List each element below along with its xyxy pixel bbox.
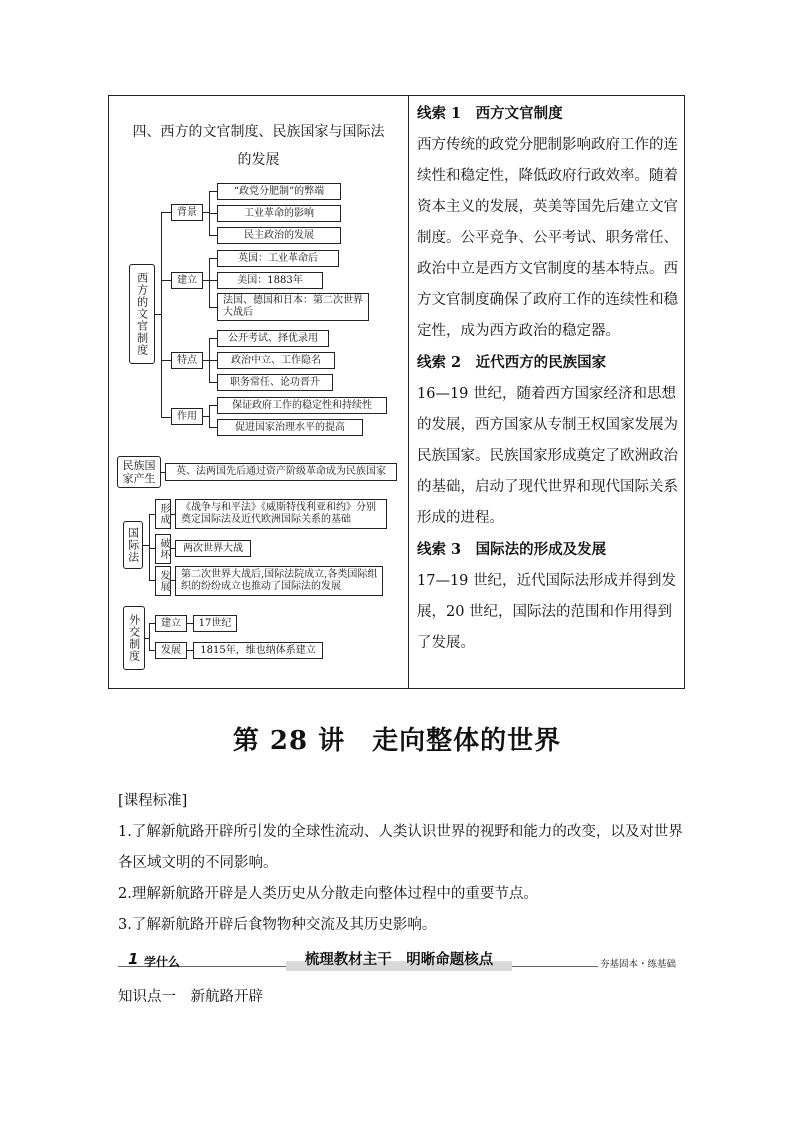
dip-dev-item: 1815年，维也纳体系建立 [193, 642, 323, 659]
bg-item-2: 工业革命的影响 [217, 205, 341, 222]
connector [209, 213, 217, 214]
label-features: 特点 [171, 352, 203, 369]
clue-1-text: 西方传统的政党分肥制影响政府工作的连续性和稳定性，降低政府行政效率。随着资本主义的发展，英美等国先后建立文官制度。公平竞争、公平考试、职务常任、政治中立是西方文官制度的基本特点。西方文官制度确保了政府工作的连续性和稳定性，成为西方政治的稳定器。 [417, 137, 678, 339]
label-dip-establish: 建立 [155, 615, 187, 632]
clue-3-text: 17—19 世纪，近代国际法形成并得到发展，20 世纪，国际法的范围和作用得到了发展。 [417, 573, 677, 651]
feat-item-1: 公开考试、择优录用 [217, 330, 329, 347]
feat-item-2: 政治中立、工作隐名 [217, 352, 335, 369]
dip-est-item: 17世纪 [193, 615, 237, 632]
clue-1 [417, 98, 679, 130]
clue-2 [417, 347, 679, 379]
right-column [417, 98, 679, 659]
connector [209, 427, 217, 428]
connector [209, 405, 217, 406]
clue-3 [417, 534, 679, 566]
table-divider [408, 96, 409, 688]
knowledge-point: 知识点一 新航路开辟 [118, 989, 263, 1005]
clue-2-text: 16—19 世纪，随着西方国家经济和思想的发展，西方国家从专制王权国家发展为民族国家。民族国家形成奠定了欧洲政治的基础，启动了现代世界和现代国际关系形成的进程。 [417, 386, 678, 526]
banner-label: 学什么 [144, 955, 181, 969]
connector [161, 360, 171, 361]
connector [209, 235, 217, 236]
root-civil-service: 西方的文官制度 [129, 264, 155, 364]
standard-item-1: 1.了解新航路开辟所引发的全球性流动、人类认识世界的视野和能力的改变，以及对世界各区域文明的不同影响。 [118, 824, 683, 871]
label-background: 背景 [171, 204, 203, 221]
summary-table [108, 95, 685, 689]
connector [161, 280, 171, 281]
role-item-2: 促进国家治理水平的提高 [217, 419, 363, 436]
nation-item: 英、法两国先后通过资产阶级革命成为民族国家 [165, 463, 397, 481]
label-dip-development: 发展 [155, 642, 187, 659]
label-establish: 建立 [171, 272, 203, 289]
connector [209, 405, 210, 427]
connector [161, 212, 162, 417]
left-title-line1: 四、西方的文官制度、民族国家与国际法 [132, 124, 385, 140]
bg-item-1: “政党分肥制”的弊端 [217, 183, 341, 200]
role-item-1: 保证政府工作的稳定性和持续性 [217, 397, 387, 414]
connector [209, 338, 217, 339]
est-item-3: 法国、德国和日本：第二次世界大战后 [217, 293, 369, 321]
banner-tagline: 夯基固本・练基础 [598, 956, 678, 970]
standard-label: [课程标准] [118, 793, 188, 809]
connector [209, 307, 217, 308]
connector [161, 212, 171, 213]
break-item: 两次世界大战 [175, 540, 251, 557]
standard-item-2: 2.理解新航路开辟是人类历史从分散走向整体过程中的重要节点。 [118, 886, 538, 902]
root-intl-law: 国际法 [123, 521, 143, 569]
left-title-line2: 的发展 [237, 152, 280, 168]
connector [149, 514, 150, 580]
clue-1-title: 线索 1 西方文官制度 [417, 105, 563, 122]
connector [161, 417, 171, 418]
section-banner [118, 950, 678, 974]
connector [209, 191, 217, 192]
connector [209, 382, 217, 383]
label-development: 发展 [155, 566, 171, 596]
lesson-title: 第 28 讲 走向整体的世界 [232, 726, 562, 756]
root-nation-state: 民族国家产生 [117, 456, 161, 488]
banner-number-icon: 1 [128, 950, 139, 968]
label-destruction: 破坏 [155, 534, 171, 564]
connector [209, 258, 210, 307]
curriculum-standard [118, 786, 688, 941]
est-item-2: 美国：1883年 [217, 272, 323, 289]
root-diplomacy: 外交制度 [123, 606, 145, 670]
dev-item: 第二次世界大战后,国际法院成立,各类国际组织的纷纷成立也推动了国际法的发展 [175, 566, 383, 596]
label-role: 作用 [171, 408, 203, 425]
feat-item-3: 职务常任、论功晋升 [217, 374, 333, 391]
connector [209, 280, 217, 281]
clue-2-title: 线索 2 近代西方的民族国家 [417, 354, 607, 371]
standard-item-3: 3.了解新航路开辟后食物物种交流及其历史影响。 [118, 917, 437, 933]
connector [209, 258, 217, 259]
banner-heading: 梳理教材主干 明晰命题核点 [286, 949, 512, 971]
connector [149, 623, 150, 650]
connector [209, 360, 217, 361]
est-item-1: 英国：工业革命后 [217, 250, 339, 267]
form-item: 《战争与和平法》《威斯特伐利亚和约》分别奠定国际法及近代欧洲国际关系的基础 [175, 499, 387, 529]
label-formation: 形成 [155, 499, 171, 529]
clue-3-title: 线索 3 国际法的形成及发展 [417, 541, 607, 558]
bg-item-3: 民主政治的发展 [217, 227, 341, 244]
